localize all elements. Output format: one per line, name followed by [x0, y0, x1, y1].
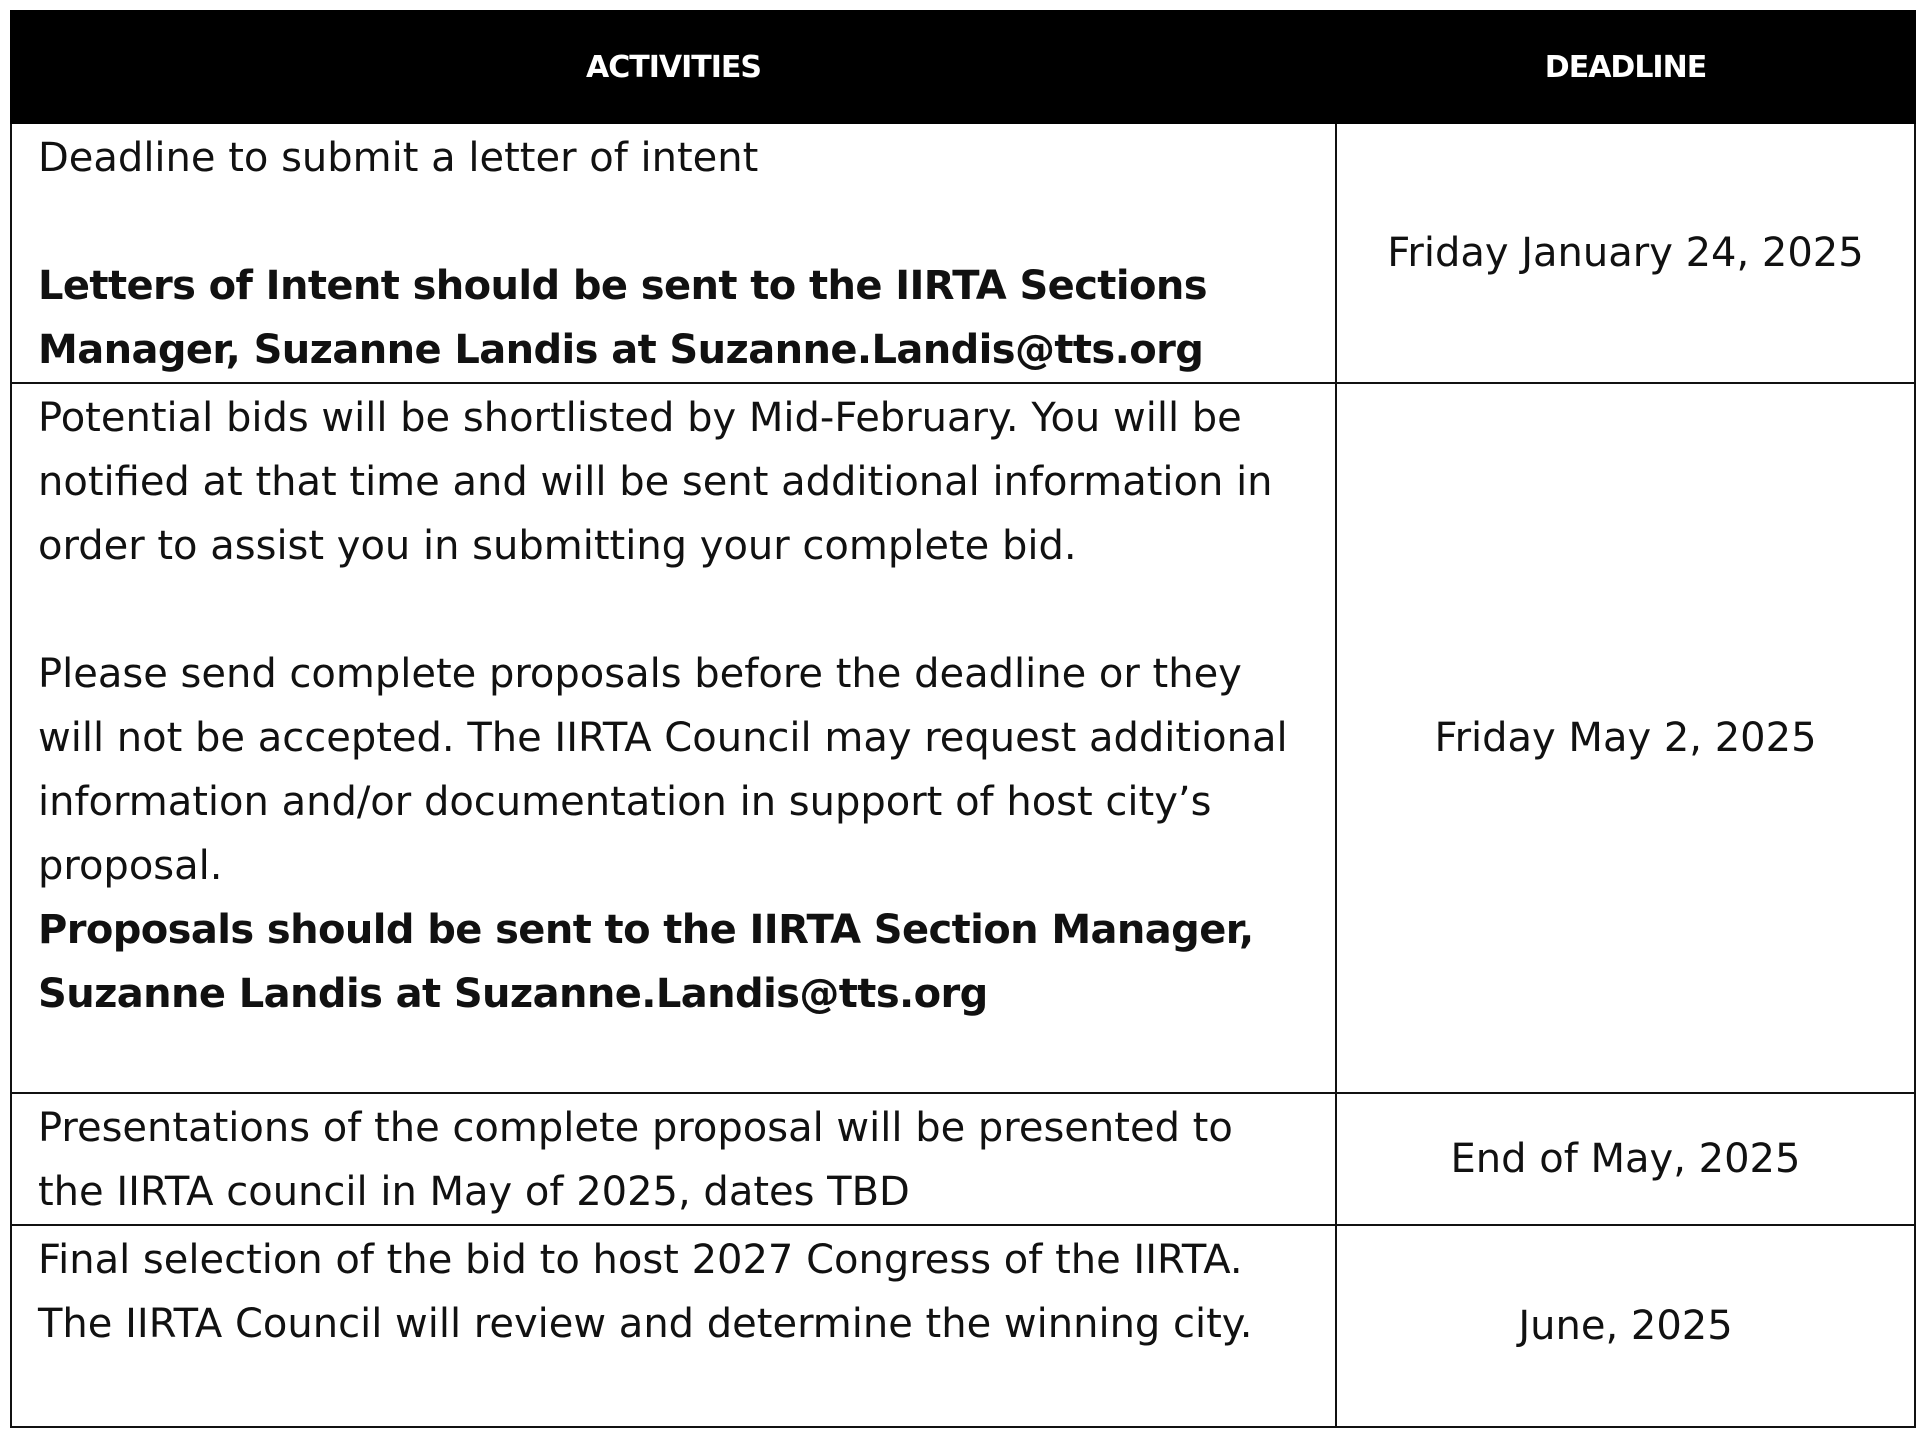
- activity-contact-note: Letters of Intent should be sent to the IIRTA Sections Manager, Suzanne Landis at Suzanne.Landis@tts.org: [38, 263, 1207, 373]
- activity-contact-note: Proposals should be sent to the IIRTA Section Manager, Suzanne Landis at Suzanne.Landis@tts.org: [38, 907, 1254, 1017]
- deadline-cell: End of May, 2025: [1336, 1093, 1915, 1225]
- activity-text: Deadline to submit a letter of intent: [38, 135, 759, 181]
- table-header-row: [11, 11, 1915, 123]
- activities-column-header: ACTIVITIES: [11, 11, 1336, 123]
- deadline-cell: June, 2025: [1336, 1225, 1915, 1427]
- activity-cell: [11, 123, 1336, 383]
- activity-text: Please send complete proposals before the deadline or they will not be accepted. The IIRTA Council may request additional information and/or documentation in support of host city’s proposal.: [38, 651, 1288, 889]
- table-row-final-selection: [11, 1225, 1915, 1427]
- activity-text: Final selection of the bid to host 2027 Congress of the IIRTA. The IIRTA Council will review and determine the winning city.: [38, 1237, 1253, 1347]
- table-row-proposals: [11, 383, 1915, 1093]
- deadline-column-header: DEADLINE: [1336, 11, 1915, 123]
- paragraph-spacer: [38, 190, 1311, 254]
- table-row-presentations: [11, 1093, 1915, 1225]
- table-row-letter-of-intent: [11, 123, 1915, 383]
- activity-text: Potential bids will be shortlisted by Mid-February. You will be notified at that time and will be sent additional information in order to assist you in submitting your complete bid.: [38, 395, 1273, 569]
- activity-text: Presentations of the complete proposal will be presented to the IIRTA council in May of 2025, dates TBD: [38, 1105, 1233, 1215]
- activities-deadline-table: [10, 10, 1916, 1428]
- paragraph-spacer: [38, 578, 1311, 642]
- activity-cell: [11, 1225, 1336, 1427]
- deadline-cell: Friday May 2, 2025: [1336, 383, 1915, 1093]
- deadline-cell: Friday January 24, 2025: [1336, 123, 1915, 383]
- activity-cell: [11, 383, 1336, 1093]
- activity-cell: [11, 1093, 1336, 1225]
